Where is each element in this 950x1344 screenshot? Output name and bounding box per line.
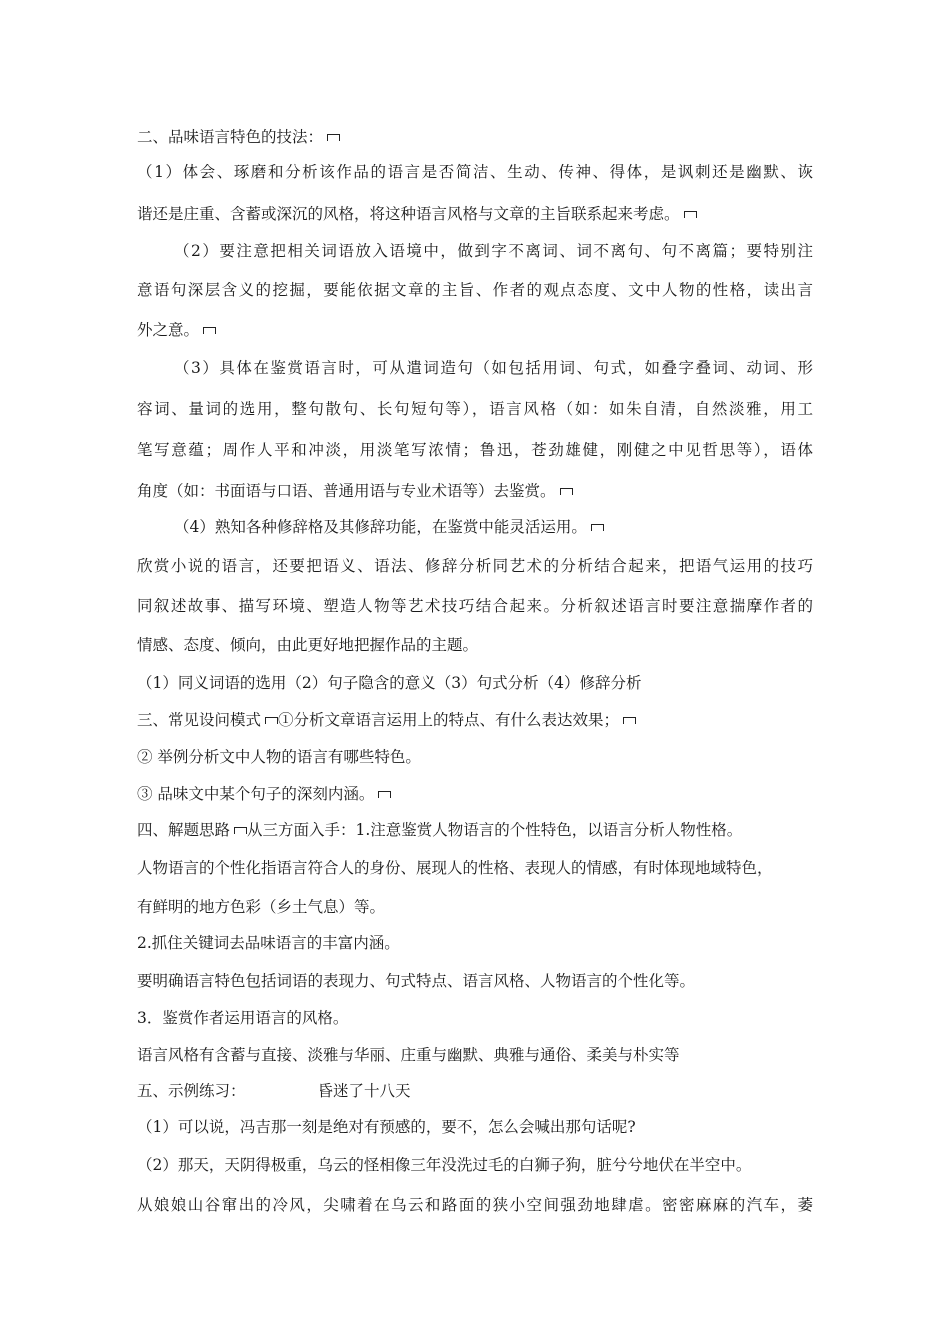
text-line: 谐还是庄重、含蓄或深沉的风格，将这种语言风格与文章的主旨联系起来考虑。 [137,203,697,225]
paragraph-mark-icon [623,717,636,724]
example-title: 昏迷了十八天 [317,1082,411,1100]
paragraph-mark-icon [378,791,391,798]
heading-section-5: 五、示例练习： 昏迷了十八天 [137,1082,411,1100]
text-line: 同叙述故事、描写环境、塑造人物等艺术技巧结合起来。分析叙述语言时要注意揣摩作者的 [137,597,813,615]
text-line: （2）那天，天阴得极重，乌云的怪相像三年没洗过毛的白狮子狗，脏兮兮地伏在半空中。 [137,1156,752,1174]
text-line: 语言风格有含蓄与直接、淡雅与华丽、庄重与幽默、典雅与通俗、柔美与朴实等 [137,1046,680,1064]
text-line: 容词、量词的选用，整句散句、长句短句等），语言风格（如：如朱自清，自然淡雅，用工 [137,400,813,418]
text-line: 意语句深层含义的挖掘，要能依据文章的主旨、作者的观点态度、文中人物的性格，读出言 [137,281,813,299]
heading-section-4: 四、解题思路 从三方面入手：1.注意鉴赏人物语言的个性特色，以语言分析人物性格。 [137,821,743,839]
text-line: 要明确语言特色包括词语的表现力、句式特点、语言风格、人物语言的个性化等。 [137,972,696,990]
paragraph-mark-icon [203,327,216,334]
text-line: 情感、态度、倾向，由此更好地把握作品的主题。 [137,636,479,654]
text-line: 从娘娘山谷窜出的冷风，尖啸着在乌云和路面的狭小空间强劲地肆虐。密密麻麻的汽车，萎 [137,1196,813,1214]
text-line: （3）具体在鉴赏语言时，可从遣词造句（如包括用词、句式，如叠字叠词、动词、形 [174,359,813,377]
text-line: 角度（如：书面语与口语、普通用语与专业术语等）去鉴赏。 [137,480,573,502]
text-line: 欣赏小说的语言，还要把语义、语法、修辞分析同艺术的分析结合起来，把语气运用的技巧 [137,557,813,575]
paragraph-mark-icon [327,134,340,141]
text-line: 外之意。 [137,319,216,341]
text-line: （1）体会、琢磨和分析该作品的语言是否简洁、生动、传神、得体，是讽刺还是幽默、诙 [137,163,813,181]
text-line: ③ 品味文中某个句子的深刻内涵。 [137,783,391,805]
text-line: （1）同义词语的选用（2）句子隐含的意义（3）句式分析（4）修辞分析 [137,674,642,692]
paragraph-mark-icon [560,488,573,495]
text-line: （2）要注意把相关词语放入语境中，做到字不离词、词不离句、句不离篇；要特别注 [174,242,813,260]
text-line: （4）熟知各种修辞格及其修辞功能，在鉴赏中能灵活运用。 [174,516,604,538]
text-line: （1）可以说，冯吉那一刻是绝对有预感的，要不，怎么会喊出那句话呢? [137,1118,636,1136]
heading-section-2: 二、品味语言特色的技法： [137,126,340,148]
paragraph-mark-icon [234,827,247,834]
text-line: 笔写意蕴；周作人平和冲淡，用淡笔写浓情；鲁迅，苍劲雄健，刚健之中见哲思等），语体 [137,441,813,459]
text-line: 3．鉴赏作者运用语言的风格。 [137,1009,349,1027]
paragraph-mark-icon [684,211,697,218]
heading-section-3: 三、常见设问模式 ①分析文章语言运用上的特点、有什么表达效果； [137,709,636,731]
paragraph-mark-icon [591,524,604,531]
paragraph-mark-icon [265,717,278,724]
text-line: 2.抓住关键词去品味语言的丰富内涵。 [137,934,400,952]
text-line: ② 举例分析文中人物的语言有哪些特色。 [137,748,421,766]
text-line: 人物语言的个性化指语言符合人的身份、展现人的性格、表现人的情感，有时体现地域特色， [137,859,773,877]
text-line: 有鲜明的地方色彩（乡土气息）等。 [137,898,386,916]
